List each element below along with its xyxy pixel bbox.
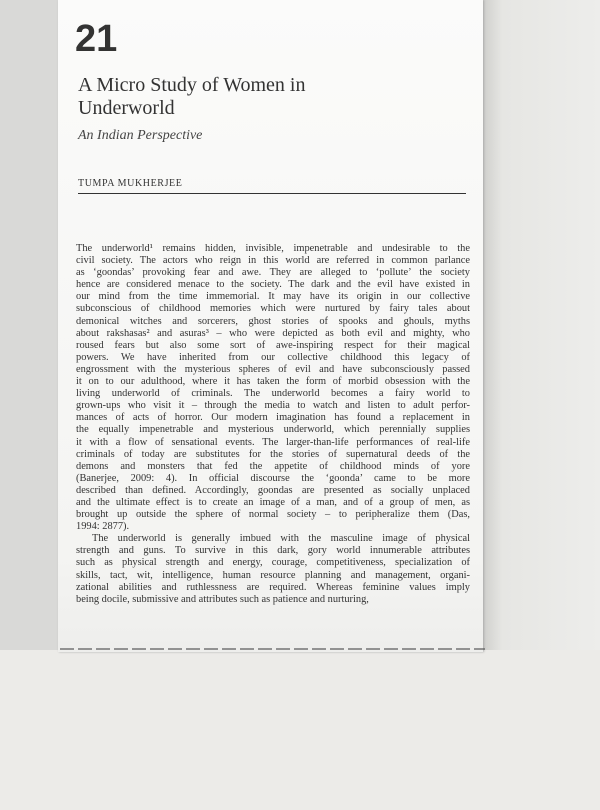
text-line: the equally impenetrable and mysterious underworld, which perennially supplies — [76, 424, 470, 436]
text-line: The underworld is generally imbued with the masculine image of physical — [92, 533, 470, 545]
text-line: zational abilities and ruthlessness are required. Whereas feminine values imply — [76, 581, 470, 593]
text-line: mances of acts of horror. Our modern imagination has found a replacement in — [76, 412, 470, 424]
text-line: The underworld¹ remains hidden, invisible, impenetrable and undesirable to the — [76, 243, 470, 254]
text-line: described than defined. Accordingly, goondas are presented as socially unplaced — [76, 484, 470, 496]
text-line: strength and guns. To survive in this dark, gory world innumerable attributes — [76, 545, 470, 557]
text-line: grown-ups who visit it – through the media to watch and listen to adult perfor- — [76, 400, 470, 412]
text-line: living underworld of criminals. The underworld becomes a fairy world to — [76, 388, 470, 400]
text-line: such as physical strength and energy, courage, competitiveness, specialization of — [76, 557, 470, 569]
title-line: A Micro Study of Women in — [78, 74, 306, 96]
text-line: about rakshasas² and asuras³ – who were depicted as both evil and mighty, who — [76, 327, 470, 339]
title-line: Underworld — [78, 97, 175, 119]
text-line: hence are considered menace to the society. The dark and the evil have existed in — [76, 279, 470, 291]
text-line: roused fears but also some sort of awe-inspiring respect for their magical — [76, 339, 470, 351]
text-line: engrossment with the mysterious spheres of evil and have subconsciously passed — [76, 363, 470, 375]
text-line: demonical witches and sorcerers, ghost stories of spooks and ghouls, myths — [76, 315, 470, 327]
text-line: powers. We have inherited from our collective childhood this legacy of — [76, 351, 470, 363]
chapter-number: 21 — [75, 18, 118, 60]
author-name: TUMPA MUKHERJEE — [78, 178, 183, 189]
text-line: demons and monsters that fed the appetite of childhood minds of yore — [76, 460, 470, 472]
paragraph — [76, 243, 470, 533]
text-line: it with a flow of sensational events. The larger-than-life performances of real-life — [76, 436, 470, 448]
paragraph — [76, 533, 470, 606]
text-line: skills, tact, wit, intelligence, human resource planning and management, organi- — [76, 569, 470, 581]
chapter-title — [78, 74, 408, 120]
text-line: as ‘goondas’ provoking fear and awe. They are alleged to ‘pollute’ the society — [76, 267, 470, 279]
page-edge — [60, 648, 485, 650]
text-line: brought up outside the sphere of normal society – to peripheralize them (Das, — [76, 509, 470, 521]
text-line: our mind from the time immemorial. It may have its origin in our collective — [76, 291, 470, 303]
scan-background-bottom — [0, 650, 600, 810]
text-line: civil society. The actors who reign in this world are referred in common parlance — [76, 255, 470, 267]
text-line: subconscious of childhood memories which were nurtured by fairy tales about — [76, 303, 470, 315]
text-line: 1994: 2877). — [76, 521, 130, 533]
text-line: (Banerjee, 2009: 4). In official discourse the ‘goonda’ came to be more — [76, 472, 470, 484]
text-line: it on to our adulthood, where it has taken the form of morbid obsession with the — [76, 376, 470, 388]
text-line: being docile, submissive and attributes such as patience and nurturing, — [76, 593, 369, 605]
body-text — [76, 243, 470, 606]
text-line: criminals of today are substitutes for the stories of supernatural deeds of the — [76, 448, 470, 460]
chapter-subtitle: An Indian Perspective — [78, 128, 203, 143]
text-line: and the ultimate effect is to create an image of a man, and of a group of men, as — [76, 496, 470, 508]
author-rule — [78, 193, 466, 194]
